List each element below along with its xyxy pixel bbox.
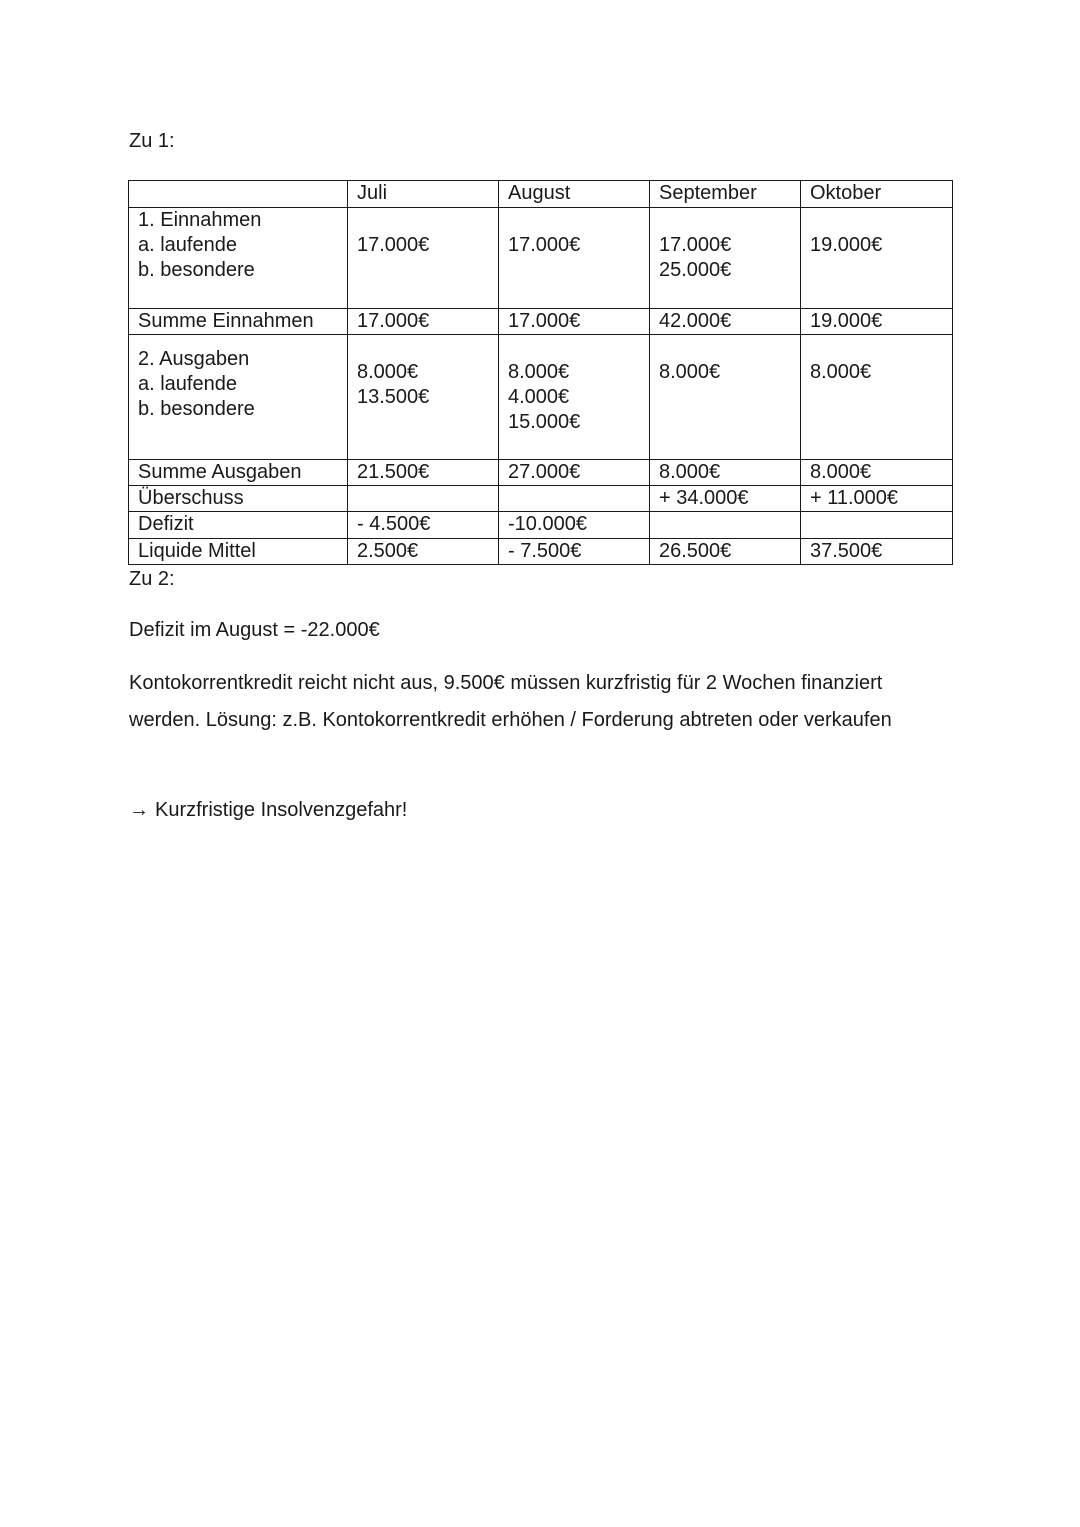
einnahmen-title: 1. Einnahmen <box>138 209 262 231</box>
section-1-heading: Zu 1: <box>129 130 175 152</box>
liquide-mittel-oktober: 37.500€ <box>801 539 953 565</box>
summe-einnahmen-label: Summe Einnahmen <box>129 309 348 335</box>
defizit-august: -10.000€ <box>499 512 650 539</box>
summe-einnahmen-september: 42.000€ <box>650 309 801 335</box>
kontokorrent-paragraph: Kontokorrentkredit reicht nicht aus, 9.500€ müssen kurzfristig für 2 Wochen finanziert werden. Lösung: z.B. Kontokorrentkredit erhöhen / Forderung abtreten oder verkaufen <box>129 672 892 731</box>
summe-einnahmen-august: 17.000€ <box>499 309 650 335</box>
einnahmen-august-cell <box>499 208 650 309</box>
ausgaben-laufende-label: a. laufende <box>138 373 237 395</box>
liquide-mittel-label: Liquide Mittel <box>129 539 348 565</box>
ueberschuss-august <box>499 486 650 512</box>
ausgaben-august-laufende: 8.000€ <box>508 361 570 383</box>
defizit-oktober <box>801 512 953 539</box>
summe-einnahmen-juli: 17.000€ <box>348 309 499 335</box>
einnahmen-september-laufende: 17.000€ <box>659 234 732 256</box>
einnahmen-august-laufende: 17.000€ <box>508 234 581 256</box>
ausgaben-oktober-laufende: 8.000€ <box>810 361 872 383</box>
summe-ausgaben-september: 8.000€ <box>650 460 801 486</box>
header-cell-empty <box>129 181 348 208</box>
einnahmen-label-cell <box>129 208 348 309</box>
defizit-label: Defizit <box>129 512 348 539</box>
header-cell-august: August <box>499 181 650 208</box>
einnahmen-juli-laufende: 17.000€ <box>357 234 430 256</box>
header-cell-september: September <box>650 181 801 208</box>
table-header-row <box>129 181 953 208</box>
summe-ausgaben-label: Summe Ausgaben <box>129 460 348 486</box>
ueberschuss-label: Überschuss <box>129 486 348 512</box>
ausgaben-besondere-label: b. besondere <box>138 398 255 420</box>
einnahmen-oktober-laufende: 19.000€ <box>810 234 883 256</box>
defizit-august-line: Defizit im August = -22.000€ <box>129 619 380 641</box>
liquide-mittel-september: 26.500€ <box>650 539 801 565</box>
ausgaben-oktober-cell <box>801 335 953 460</box>
summe-ausgaben-row <box>129 460 953 486</box>
summe-ausgaben-august: 27.000€ <box>499 460 650 486</box>
liquide-mittel-row <box>129 539 953 565</box>
ausgaben-row <box>129 335 953 460</box>
ausgaben-juli-laufende: 8.000€ <box>357 361 419 383</box>
ueberschuss-juli <box>348 486 499 512</box>
header-cell-oktober: Oktober <box>801 181 953 208</box>
defizit-row <box>129 512 953 539</box>
summe-ausgaben-oktober: 8.000€ <box>801 460 953 486</box>
liquide-mittel-juli: 2.500€ <box>348 539 499 565</box>
ausgaben-august-cell <box>499 335 650 460</box>
einnahmen-oktober-cell <box>801 208 953 309</box>
liquide-mittel-august: - 7.500€ <box>499 539 650 565</box>
arrow-right-icon: → <box>129 799 149 821</box>
section-2-heading: Zu 2: <box>129 568 175 590</box>
einnahmen-september-cell <box>650 208 801 309</box>
einnahmen-besondere-label: b. besondere <box>138 259 255 281</box>
ausgaben-label-cell <box>129 335 348 460</box>
ausgaben-juli-cell <box>348 335 499 460</box>
summe-einnahmen-row <box>129 309 953 335</box>
ausgaben-title: 2. Ausgaben <box>138 348 250 370</box>
defizit-juli: - 4.500€ <box>348 512 499 539</box>
liquidity-plan-table <box>128 180 953 565</box>
ueberschuss-oktober: + 11.000€ <box>801 486 953 512</box>
summe-ausgaben-juli: 21.500€ <box>348 460 499 486</box>
ueberschuss-september: + 34.000€ <box>650 486 801 512</box>
insolvenz-warning <box>129 792 959 829</box>
einnahmen-row <box>129 208 953 309</box>
header-cell-juli: Juli <box>348 181 499 208</box>
summe-einnahmen-oktober: 19.000€ <box>801 309 953 335</box>
ausgaben-september-laufende: 8.000€ <box>659 361 721 383</box>
ausgaben-august-besondere-2: 15.000€ <box>508 411 581 433</box>
ausgaben-september-cell <box>650 335 801 460</box>
insolvenz-warning-text: Kurzfristige Insolvenzgefahr! <box>155 799 408 821</box>
defizit-september <box>650 512 801 539</box>
ueberschuss-row <box>129 486 953 512</box>
ausgaben-juli-besondere: 13.500€ <box>357 386 430 408</box>
einnahmen-laufende-label: a. laufende <box>138 234 237 256</box>
ausgaben-august-besondere-1: 4.000€ <box>508 386 570 408</box>
einnahmen-september-besondere: 25.000€ <box>659 259 732 281</box>
einnahmen-juli-cell <box>348 208 499 309</box>
